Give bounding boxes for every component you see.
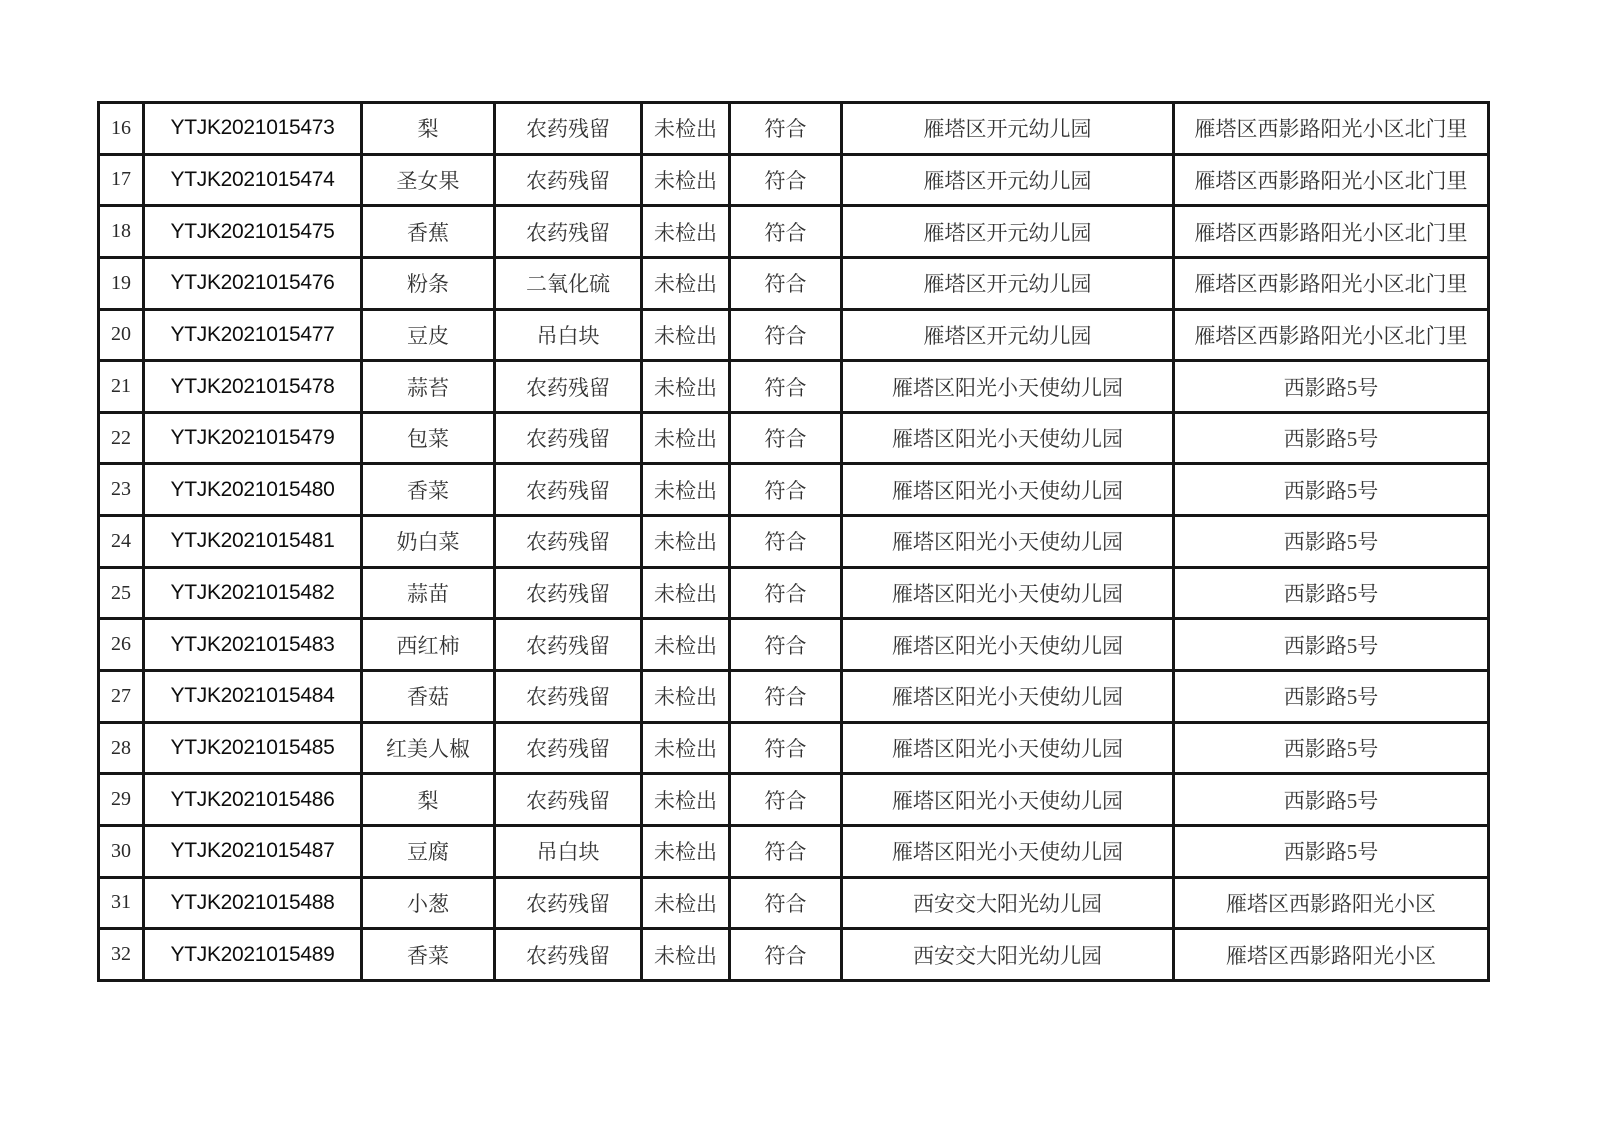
- table-row: [99, 516, 1489, 568]
- table-row: [99, 464, 1489, 516]
- cell-sample-id: YTJK2021015483: [144, 619, 362, 671]
- cell-address: 雁塔区西影路阳光小区: [1174, 877, 1489, 929]
- cell-conclusion: 符合: [730, 154, 842, 206]
- cell-conclusion: 符合: [730, 877, 842, 929]
- cell-test-item: 农药残留: [495, 671, 642, 723]
- cell-no: 17: [99, 154, 144, 206]
- cell-sample-id: YTJK2021015479: [144, 412, 362, 464]
- cell-sample-name: 红美人椒: [362, 722, 495, 774]
- cell-organization: 雁塔区开元幼儿园: [842, 206, 1174, 258]
- cell-result: 未检出: [642, 103, 730, 155]
- cell-conclusion: 符合: [730, 464, 842, 516]
- cell-sample-name: 豆腐: [362, 825, 495, 877]
- cell-address: 西影路5号: [1174, 412, 1489, 464]
- cell-address: 雁塔区西影路阳光小区: [1174, 929, 1489, 981]
- cell-address: 西影路5号: [1174, 722, 1489, 774]
- cell-address: 西影路5号: [1174, 619, 1489, 671]
- cell-sample-name: 豆皮: [362, 309, 495, 361]
- cell-no: 19: [99, 257, 144, 309]
- table-row: [99, 309, 1489, 361]
- cell-no: 31: [99, 877, 144, 929]
- cell-test-item: 农药残留: [495, 516, 642, 568]
- cell-organization: 雁塔区阳光小天使幼儿园: [842, 774, 1174, 826]
- cell-conclusion: 符合: [730, 206, 842, 258]
- cell-organization: 雁塔区阳光小天使幼儿园: [842, 412, 1174, 464]
- cell-sample-name: 蒜苗: [362, 567, 495, 619]
- cell-no: 32: [99, 929, 144, 981]
- cell-result: 未检出: [642, 206, 730, 258]
- cell-test-item: 农药残留: [495, 412, 642, 464]
- cell-sample-name: 奶白菜: [362, 516, 495, 568]
- cell-sample-id: YTJK2021015474: [144, 154, 362, 206]
- cell-sample-id: YTJK2021015480: [144, 464, 362, 516]
- cell-conclusion: 符合: [730, 257, 842, 309]
- cell-result: 未检出: [642, 464, 730, 516]
- food-inspection-results-table: [97, 101, 1490, 982]
- cell-conclusion: 符合: [730, 671, 842, 723]
- cell-no: 25: [99, 567, 144, 619]
- cell-organization: 雁塔区开元幼儿园: [842, 154, 1174, 206]
- table-body: [99, 103, 1489, 981]
- cell-address: 西影路5号: [1174, 567, 1489, 619]
- cell-organization: 西安交大阳光幼儿园: [842, 929, 1174, 981]
- cell-conclusion: 符合: [730, 825, 842, 877]
- table-row: [99, 722, 1489, 774]
- cell-organization: 雁塔区开元幼儿园: [842, 257, 1174, 309]
- cell-result: 未检出: [642, 154, 730, 206]
- cell-no: 24: [99, 516, 144, 568]
- cell-result: 未检出: [642, 516, 730, 568]
- cell-organization: 雁塔区阳光小天使幼儿园: [842, 671, 1174, 723]
- cell-no: 21: [99, 361, 144, 413]
- cell-test-item: 吊白块: [495, 825, 642, 877]
- table-row: [99, 154, 1489, 206]
- cell-conclusion: 符合: [730, 361, 842, 413]
- cell-test-item: 农药残留: [495, 774, 642, 826]
- cell-sample-id: YTJK2021015488: [144, 877, 362, 929]
- cell-result: 未检出: [642, 671, 730, 723]
- cell-organization: 雁塔区阳光小天使幼儿园: [842, 619, 1174, 671]
- table-row: [99, 619, 1489, 671]
- cell-conclusion: 符合: [730, 722, 842, 774]
- cell-organization: 雁塔区阳光小天使幼儿园: [842, 825, 1174, 877]
- cell-sample-name: 西红柿: [362, 619, 495, 671]
- cell-organization: 雁塔区阳光小天使幼儿园: [842, 722, 1174, 774]
- cell-address: 雁塔区西影路阳光小区北门里: [1174, 154, 1489, 206]
- table-row: [99, 774, 1489, 826]
- cell-sample-name: 梨: [362, 103, 495, 155]
- cell-conclusion: 符合: [730, 516, 842, 568]
- cell-organization: 雁塔区开元幼儿园: [842, 309, 1174, 361]
- cell-address: 西影路5号: [1174, 774, 1489, 826]
- cell-address: 西影路5号: [1174, 361, 1489, 413]
- cell-result: 未检出: [642, 309, 730, 361]
- cell-result: 未检出: [642, 361, 730, 413]
- cell-sample-id: YTJK2021015484: [144, 671, 362, 723]
- cell-result: 未检出: [642, 619, 730, 671]
- cell-sample-name: 蒜苔: [362, 361, 495, 413]
- cell-sample-id: YTJK2021015478: [144, 361, 362, 413]
- cell-no: 27: [99, 671, 144, 723]
- cell-test-item: 农药残留: [495, 619, 642, 671]
- cell-result: 未检出: [642, 929, 730, 981]
- cell-test-item: 农药残留: [495, 361, 642, 413]
- cell-test-item: 农药残留: [495, 206, 642, 258]
- cell-test-item: 农药残留: [495, 464, 642, 516]
- table-row: [99, 206, 1489, 258]
- cell-sample-name: 小葱: [362, 877, 495, 929]
- cell-sample-name: 梨: [362, 774, 495, 826]
- cell-organization: 雁塔区阳光小天使幼儿园: [842, 567, 1174, 619]
- cell-sample-id: YTJK2021015487: [144, 825, 362, 877]
- table-row: [99, 671, 1489, 723]
- cell-result: 未检出: [642, 825, 730, 877]
- cell-organization: 西安交大阳光幼儿园: [842, 877, 1174, 929]
- cell-no: 23: [99, 464, 144, 516]
- cell-organization: 雁塔区阳光小天使幼儿园: [842, 361, 1174, 413]
- cell-sample-id: YTJK2021015481: [144, 516, 362, 568]
- cell-conclusion: 符合: [730, 567, 842, 619]
- cell-sample-id: YTJK2021015486: [144, 774, 362, 826]
- cell-sample-name: 香菜: [362, 929, 495, 981]
- cell-address: 雁塔区西影路阳光小区北门里: [1174, 206, 1489, 258]
- cell-organization: 雁塔区开元幼儿园: [842, 103, 1174, 155]
- cell-conclusion: 符合: [730, 103, 842, 155]
- cell-sample-id: YTJK2021015485: [144, 722, 362, 774]
- cell-address: 雁塔区西影路阳光小区北门里: [1174, 309, 1489, 361]
- table-row: [99, 257, 1489, 309]
- cell-result: 未检出: [642, 257, 730, 309]
- cell-test-item: 农药残留: [495, 877, 642, 929]
- cell-sample-id: YTJK2021015489: [144, 929, 362, 981]
- cell-test-item: 二氧化硫: [495, 257, 642, 309]
- cell-test-item: 农药残留: [495, 929, 642, 981]
- cell-sample-name: 香菇: [362, 671, 495, 723]
- cell-sample-name: 香菜: [362, 464, 495, 516]
- cell-address: 西影路5号: [1174, 516, 1489, 568]
- table-row: [99, 361, 1489, 413]
- cell-sample-id: YTJK2021015475: [144, 206, 362, 258]
- cell-address: 西影路5号: [1174, 671, 1489, 723]
- cell-organization: 雁塔区阳光小天使幼儿园: [842, 516, 1174, 568]
- cell-test-item: 农药残留: [495, 722, 642, 774]
- cell-test-item: 农药残留: [495, 567, 642, 619]
- cell-test-item: 农药残留: [495, 154, 642, 206]
- cell-sample-name: 包菜: [362, 412, 495, 464]
- cell-no: 26: [99, 619, 144, 671]
- cell-no: 30: [99, 825, 144, 877]
- cell-sample-id: YTJK2021015476: [144, 257, 362, 309]
- cell-no: 22: [99, 412, 144, 464]
- cell-conclusion: 符合: [730, 412, 842, 464]
- cell-sample-id: YTJK2021015473: [144, 103, 362, 155]
- cell-no: 18: [99, 206, 144, 258]
- cell-conclusion: 符合: [730, 774, 842, 826]
- cell-address: 西影路5号: [1174, 825, 1489, 877]
- table-row: [99, 877, 1489, 929]
- table-row: [99, 929, 1489, 981]
- cell-conclusion: 符合: [730, 929, 842, 981]
- cell-no: 16: [99, 103, 144, 155]
- cell-result: 未检出: [642, 722, 730, 774]
- cell-conclusion: 符合: [730, 309, 842, 361]
- cell-address: 西影路5号: [1174, 464, 1489, 516]
- cell-sample-id: YTJK2021015482: [144, 567, 362, 619]
- cell-no: 20: [99, 309, 144, 361]
- cell-result: 未检出: [642, 412, 730, 464]
- cell-sample-name: 粉条: [362, 257, 495, 309]
- cell-address: 雁塔区西影路阳光小区北门里: [1174, 103, 1489, 155]
- cell-test-item: 农药残留: [495, 103, 642, 155]
- cell-test-item: 吊白块: [495, 309, 642, 361]
- cell-no: 28: [99, 722, 144, 774]
- cell-result: 未检出: [642, 774, 730, 826]
- cell-address: 雁塔区西影路阳光小区北门里: [1174, 257, 1489, 309]
- cell-sample-name: 圣女果: [362, 154, 495, 206]
- cell-conclusion: 符合: [730, 619, 842, 671]
- table-row: [99, 825, 1489, 877]
- table-row: [99, 103, 1489, 155]
- cell-no: 29: [99, 774, 144, 826]
- cell-organization: 雁塔区阳光小天使幼儿园: [842, 464, 1174, 516]
- cell-result: 未检出: [642, 877, 730, 929]
- table-row: [99, 412, 1489, 464]
- table-row: [99, 567, 1489, 619]
- cell-result: 未检出: [642, 567, 730, 619]
- cell-sample-name: 香蕉: [362, 206, 495, 258]
- cell-sample-id: YTJK2021015477: [144, 309, 362, 361]
